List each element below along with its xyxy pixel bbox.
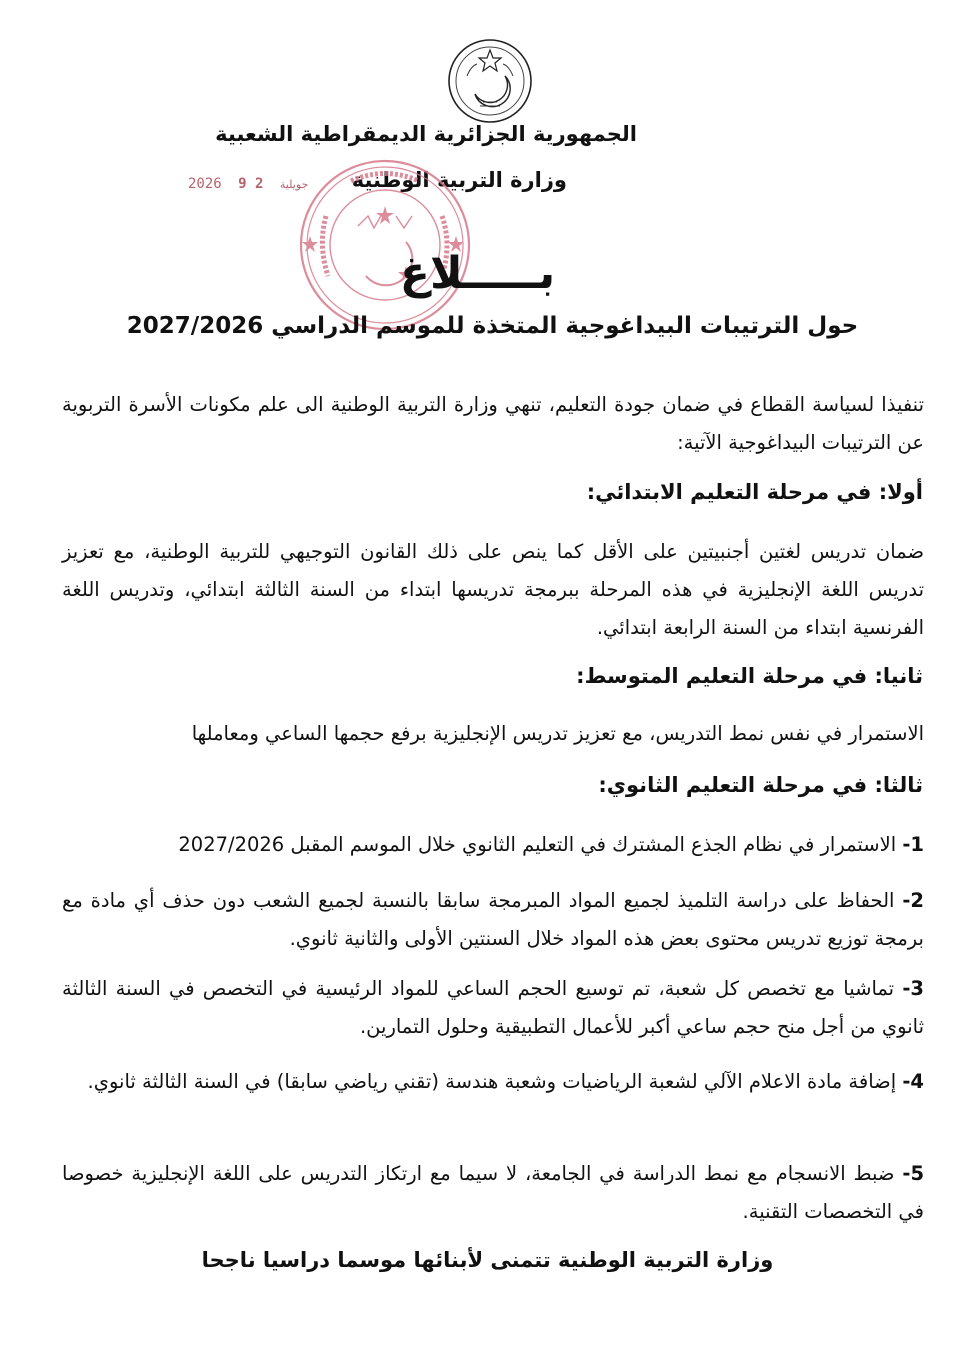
list-item-text: إضافة مادة الاعلام الآلي لشعبة الرياضيات وشعبة هندسة (تقني رياضي سابقا) في السنة الثالثة ثانوي. xyxy=(87,1070,897,1093)
list-item-number: 4- xyxy=(902,1070,924,1093)
document-title: بـــــلاغ xyxy=(399,248,556,299)
list-item-number: 2- xyxy=(902,889,924,912)
closing-line: وزارة التربية الوطنية تتمنى لأبنائها موسما دراسيا ناجحا xyxy=(201,1248,774,1272)
list-item-text: ضبط الانسجام مع نمط الدراسة في الجامعة، لا سيما مع ارتكاز التدريس على اللغة الإنجليزية خصوصا في التخصصات التقنية. xyxy=(62,1162,924,1223)
section-middle-heading: ثانيا: في مرحلة التعليم المتوسط: xyxy=(576,664,923,688)
list-item-number: 5- xyxy=(902,1162,925,1185)
official-seal xyxy=(296,156,474,334)
intro-paragraph: تنفيذا لسياسة القطاع في ضمان جودة التعليم، تنهي وزارة التربية الوطنية الى علم مكونات الأسرة التربوية عن الترتيبات البيداغوجية الآتية: xyxy=(62,393,924,454)
list-item-text: تماشيا مع تخصص كل شعبة، تم توسيع الحجم الساعي للمواد الرئيسية في التخصص في السنة الثالثة ثانوي من أجل منح حجم ساعي أكبر للأعمال التطبيقية وحلول التمارين. xyxy=(62,977,924,1038)
section-secondary-heading: ثالثا: في مرحلة التعليم الثانوي: xyxy=(598,773,923,797)
ministry-name: وزارة التربية الوطنية xyxy=(351,168,567,192)
list-item xyxy=(62,826,924,864)
list-item xyxy=(62,970,924,1046)
date-stamp-month: جويلية xyxy=(279,178,309,191)
section-primary-text: ضمان تدريس لغتين أجنبيتين على الأقل كما ينص على ذلك القانون التوجيهي للتربية الوطنية، مع تعزيز تدريس اللغة الإنجليزية في هذه المرحلة ببرمجة تدريسها ابتداء من السنة الثالثة ابتدائي، وتدريس اللغة الفرنسية ابتداء من السنة الرابعة ابتدائي. xyxy=(62,540,924,639)
section-middle-text: الاستمرار في نفس نمط التدريس، مع تعزيز تدريس الإنجليزية برفع حجمها الساعي ومعاملها xyxy=(191,722,924,745)
list-item-number: 3- xyxy=(902,977,924,1000)
republic-name: الجمهورية الجزائرية الديمقراطية الشعبية xyxy=(215,122,637,146)
list-item-number: 1- xyxy=(902,833,924,856)
document-subtitle: حول الترتيبات البيداغوجية المتخذة للموسم الدراسي 2027/2026 xyxy=(126,313,859,339)
list-item xyxy=(62,1155,924,1231)
list-item xyxy=(62,882,924,958)
date-stamp-day: 2 9 xyxy=(238,176,264,192)
date-stamp-year: 2026 xyxy=(188,176,222,192)
list-item-text: الاستمرار في نظام الجذع المشترك في التعليم الثانوي خلال الموسم المقبل 2027/2026 xyxy=(178,833,897,856)
section-primary-heading: أولا: في مرحلة التعليم الابتدائي: xyxy=(586,480,923,504)
list-item-text: الحفاظ على دراسة التلميذ لجميع المواد المبرمجة سابقا بالنسبة لجميع الشعب دون حذف أي مادة مع برمجة توزيع تدريس محتوى بعض هذه المواد خلال السنتين الأولى والثانية ثانوي. xyxy=(62,889,924,950)
list-item xyxy=(62,1063,924,1101)
national-emblem-icon xyxy=(445,36,535,126)
